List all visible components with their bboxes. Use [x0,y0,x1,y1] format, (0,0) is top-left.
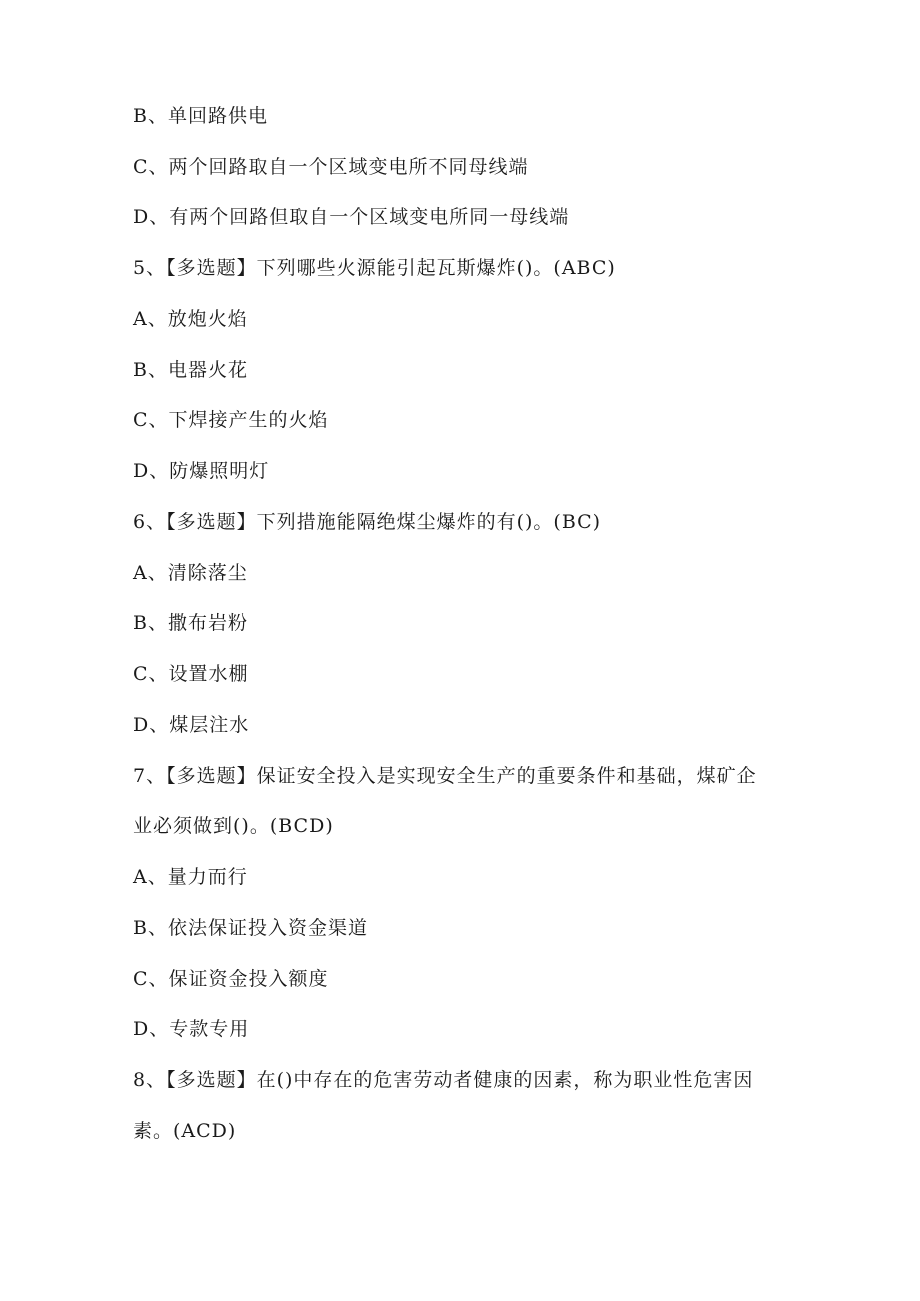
option-d-q6: D、煤层注水 [133,714,250,736]
question-5: 5、【多选题】下列哪些火源能引起瓦斯爆炸()。(ABC) [133,257,616,279]
option-d-q5: D、防爆照明灯 [133,460,270,482]
option-c-q6: C、设置水棚 [133,663,249,685]
option-b-q4: B、单回路供电 [133,105,268,127]
option-d-q7: D、专款专用 [133,1018,250,1040]
option-b-q5: B、电器火花 [133,359,248,381]
option-b-q6: B、撒布岩粉 [133,612,248,634]
option-a-q5: A、放炮火焰 [133,308,248,330]
option-a-q7: A、量力而行 [133,866,248,888]
question-7-line-1: 7、【多选题】保证安全投入是实现安全生产的重要条件和基础，煤矿企 [133,765,757,787]
option-b-q7: B、依法保证投入资金渠道 [133,917,368,939]
question-8-line-1: 8、【多选题】在()中存在的危害劳动者健康的因素，称为职业性危害因 [133,1069,754,1091]
option-a-q6: A、清除落尘 [133,562,248,584]
option-c-q4: C、两个回路取自一个区域变电所不同母线端 [133,156,529,178]
question-6: 6、【多选题】下列措施能隔绝煤尘爆炸的有()。(BC) [133,511,602,533]
option-c-q5: C、下焊接产生的火焰 [133,409,329,431]
question-7-line-2: 业必须做到()。(BCD) [133,815,334,837]
option-d-q4: D、有两个回路但取自一个区域变电所同一母线端 [133,206,570,228]
option-c-q7: C、保证资金投入额度 [133,968,329,990]
question-8-line-2: 素。(ACD) [133,1120,237,1142]
